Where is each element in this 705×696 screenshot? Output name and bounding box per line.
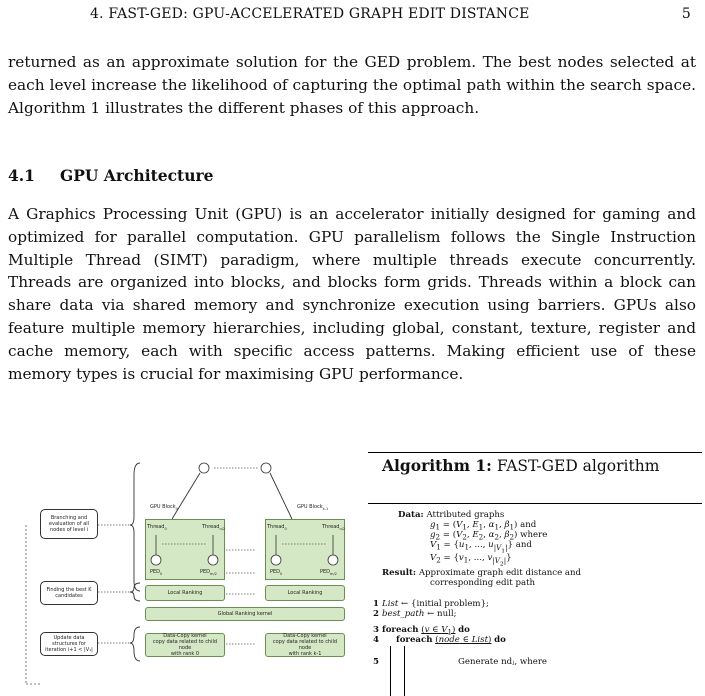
ped-0-label-b: $PED_0$: [270, 569, 283, 576]
line-number-3: 3: [373, 625, 379, 635]
algorithm-mid-rule: [368, 503, 702, 504]
algorithm-1: [368, 452, 703, 696]
section-number: 4.1: [8, 166, 35, 185]
algorithm-result: Result: Approximate graph edit distance and: [382, 568, 582, 578]
local-ranking-k: Local Ranking: [265, 585, 345, 601]
box-best-candidates: Finding the best K candidates: [40, 581, 98, 605]
algorithm-data-g2: $g_2 = (V_2$, $E_2$, $\alpha_2$, $\beta_2$) where: [430, 530, 548, 542]
gpu-block-0-label: GPU Block$_0$: [150, 504, 178, 511]
thread-0-label: Thread$_0$: [147, 524, 167, 531]
algorithm-line-4: foreach (node ∈ List) do: [396, 635, 506, 645]
thread-n-label: Thread$_{n/2}$: [202, 524, 226, 531]
algorithm-data-v2: $V_2 = \{v_1$, ..., $v_{|V_2|}$}: [430, 553, 512, 568]
algorithm-line-2: best_path ← null;: [382, 609, 457, 619]
box-branching: Branching and evaluation of all nodes of level i: [40, 509, 98, 539]
data-copy-kernel-k: Data-Copy kernel copy data related to child node with rank k-1: [265, 633, 345, 657]
algorithm-line-3: foreach (v ∈ $V_1$) do: [382, 625, 470, 637]
loop-bar-outer: [390, 646, 391, 696]
data-copy-kernel-0: Data-Copy kernel copy data related to child node with rank 0: [145, 633, 225, 657]
box-update-structures: Update data structures for iteration i+1 < |V₁|: [40, 632, 98, 656]
algorithm-data-v1: $V_1 = \{u_1$, ..., $u_{|V_1|}$} and: [430, 540, 532, 555]
algorithm-caption: Algorithm 1: FAST-GED algorithm: [382, 456, 660, 475]
algorithm-result-line2: corresponding edit path: [430, 578, 536, 588]
thread-0-label-b: Thread$_0$: [267, 524, 287, 531]
ped-0-label: $PED_0$: [150, 569, 163, 576]
running-title: 4. FAST-GED: GPU-ACCELERATED GRAPH EDIT DISTANCE: [90, 6, 530, 22]
loop-bar-inner: [404, 646, 405, 696]
algorithm-data-g1: $g_1 = (V_1$, $E_1$, $\alpha_1$, $\beta_1$) and: [430, 520, 537, 532]
ped-m-label: $PED_{m/2}$: [200, 569, 217, 576]
local-ranking-0: Local Ranking: [145, 585, 225, 601]
algorithm-top-rule: [368, 452, 702, 453]
section-heading: [8, 166, 214, 185]
line-number-2: 2: [373, 609, 379, 619]
algorithm-line-1: List ← {initial problem};: [382, 599, 489, 609]
gpu-block-k-label: GPU Block$_{k-1}$: [297, 504, 329, 511]
algorithm-line-5: Generate ndⱼ, where: [458, 657, 548, 667]
thread-n-label-b: Thread$_{n/2}$: [322, 524, 346, 531]
line-number-1: 1: [373, 599, 379, 609]
page-number: 5: [681, 6, 691, 22]
gpu-pipeline-figure: [0, 455, 360, 696]
line-number-4: 4: [373, 635, 379, 645]
line-number-5: 5: [373, 657, 379, 667]
ped-m-label-b: $PED_{m/2}$: [320, 569, 337, 576]
paragraph-gpu-architecture: A Graphics Processing Unit (GPU) is an accelerator initially designed for gaming and optimized for parallel computation. GPU parallelism follows the Single Instruction Multiple Thread (SIMT) paradigm, where multiple threads execute concurrently. Threads are organized into blocks, and blocks form grids. Threads within a block can share data via shared memory and synchronize execution using barriers. GPUs also feature multiple memory hierarchies, including global, constant, texture, register and cache memory, each with specific access patterns. Making efficient use of these memory types is crucial for maximising GPU performance.: [8, 205, 696, 383]
section-title: GPU Architecture: [60, 166, 214, 185]
algorithm-data: Data: Attributed graphs: [398, 510, 505, 520]
running-header: [0, 6, 705, 26]
paragraph-intro: returned as an approximate solution for the GED problem. The best nodes selected at each level increase the likelihood of capturing the optimal path within the search space. Algorithm 1 illustrates the different phases of this approach.: [8, 53, 696, 117]
block-internals: [0, 455, 360, 696]
global-ranking-kernel: Global Ranking kernel: [145, 607, 345, 621]
